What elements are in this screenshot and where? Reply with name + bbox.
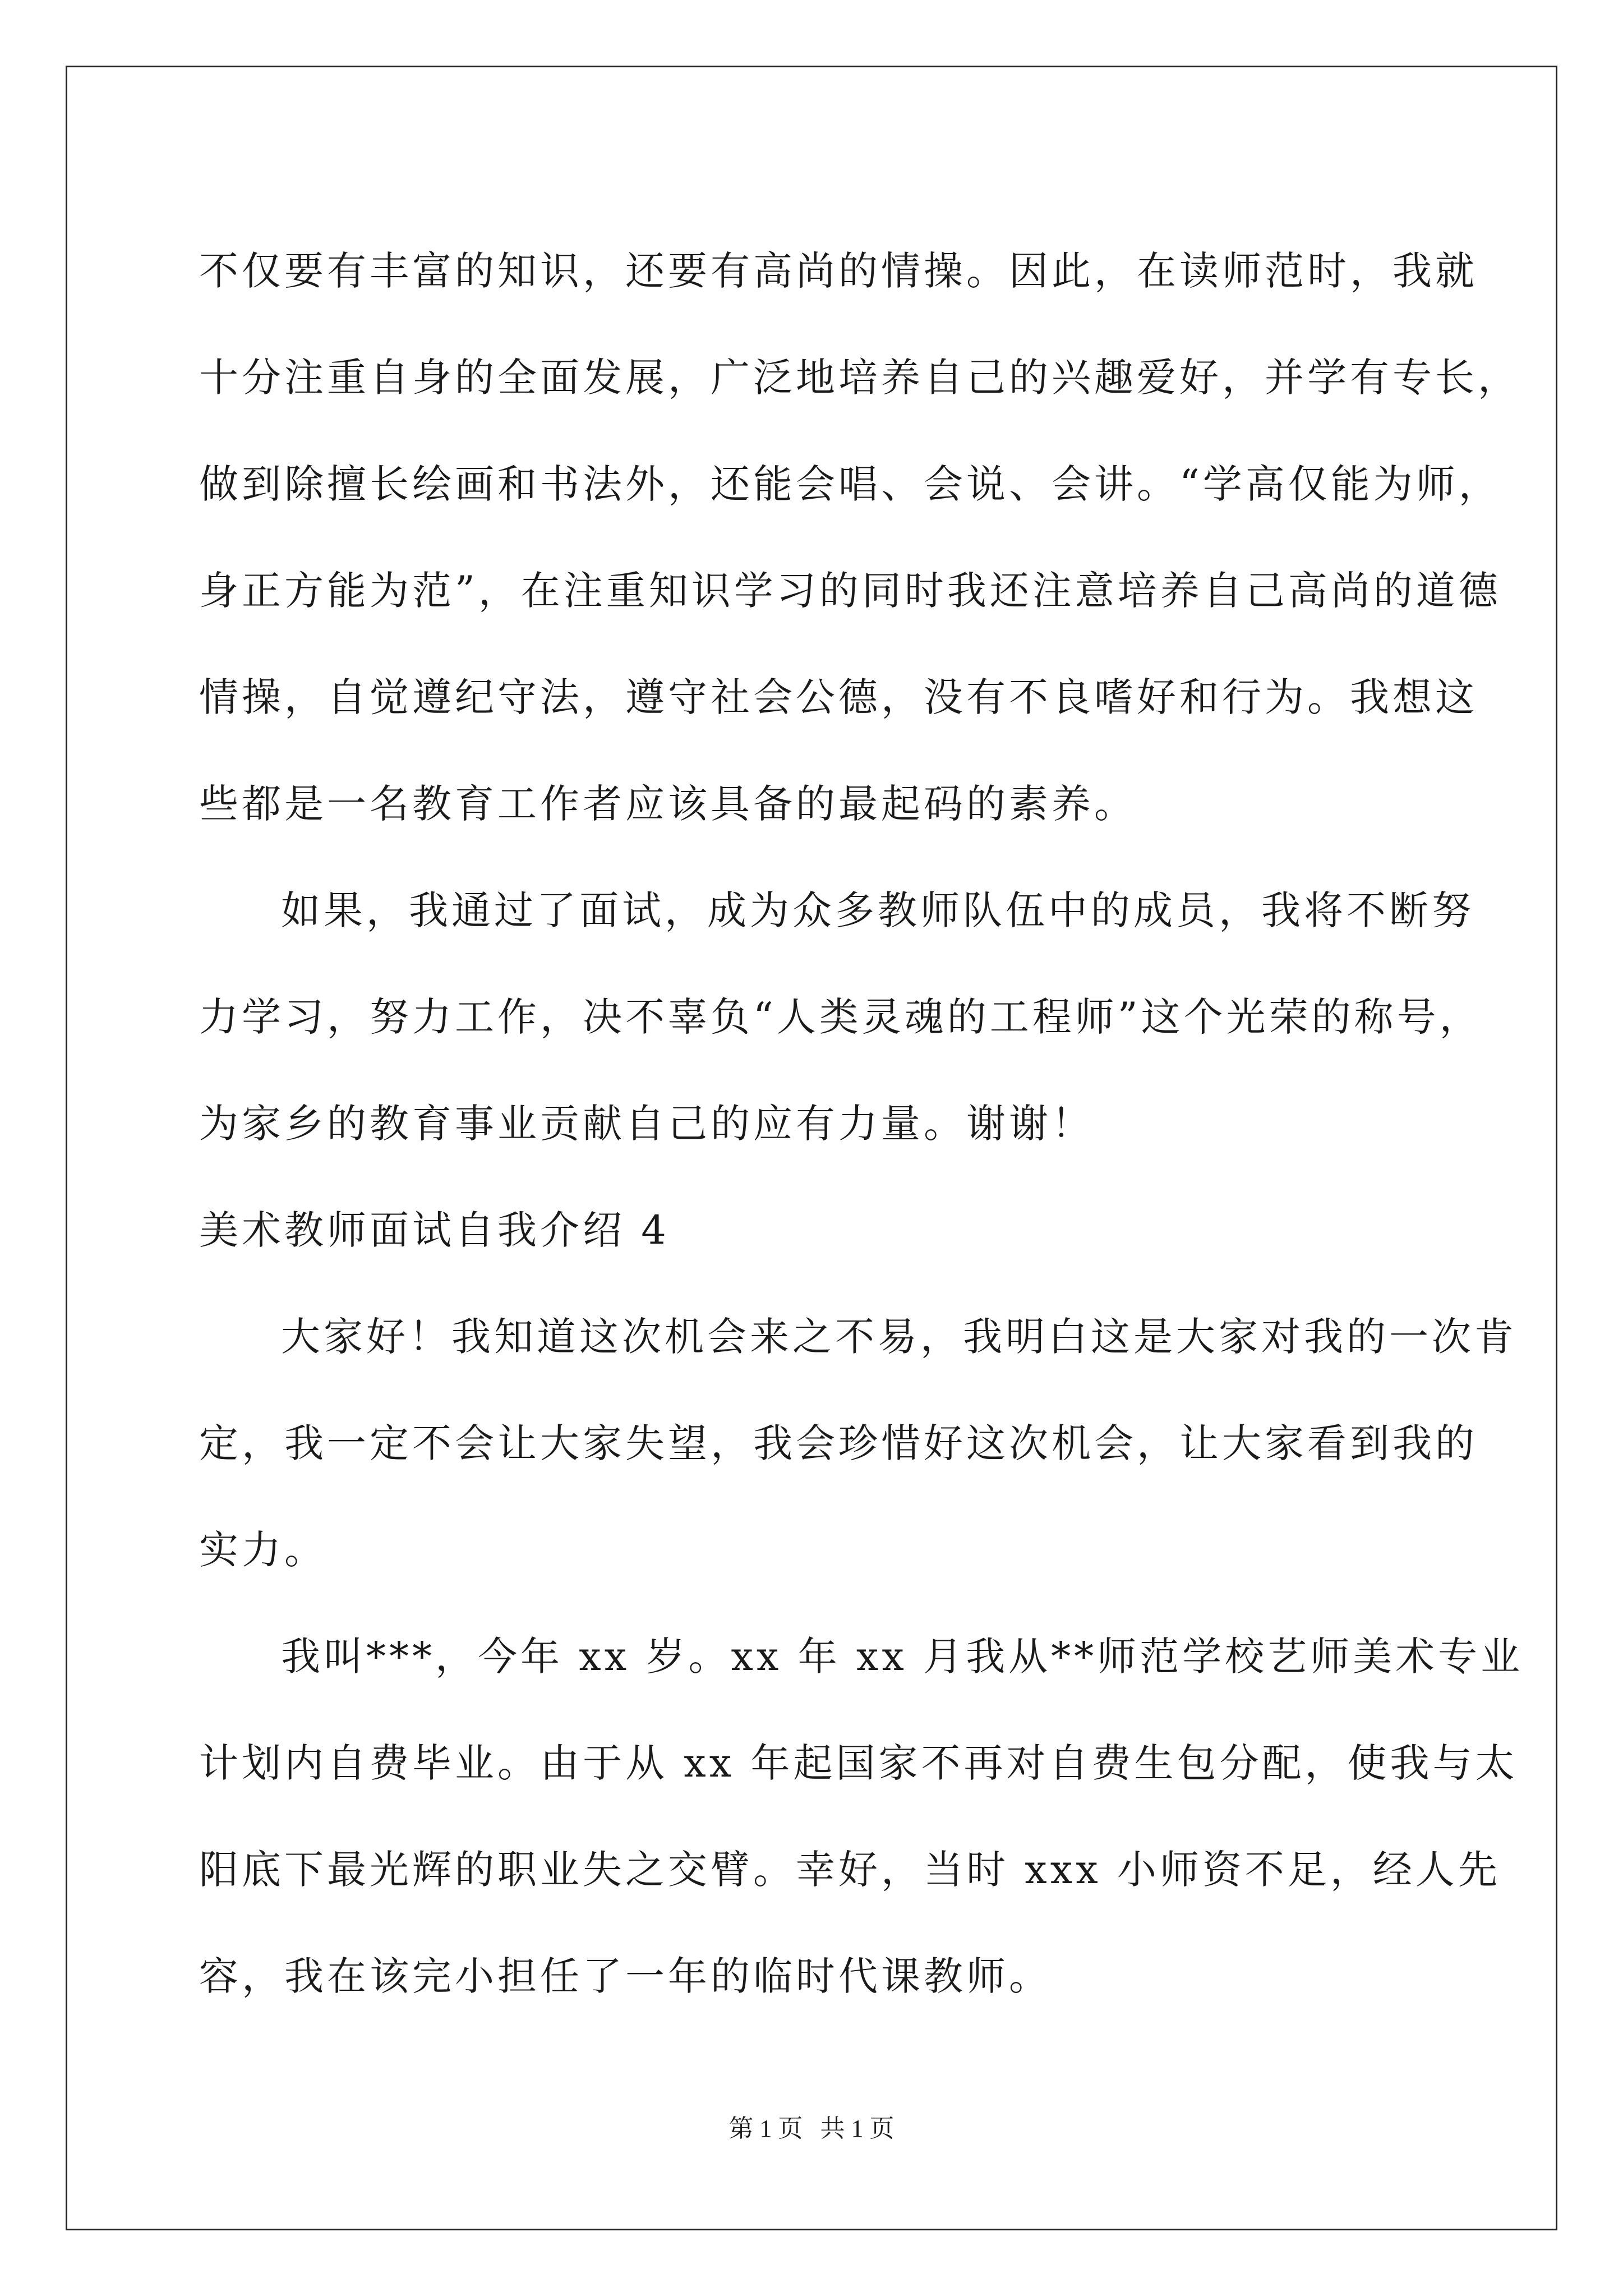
text-line: 大家好！我知道这次机会来之不易，我明白这是大家对我的一次肯 — [281, 1314, 1517, 1360]
text-line: 身正方能为范”，在注重知识学习的同时我还注意培养自己高尚的道德 — [199, 568, 1501, 614]
paragraph-2 — [199, 857, 1482, 1177]
page-number: 第 1 页 — [728, 2115, 803, 2142]
text-line: 为家乡的教育事业贡献自己的应有力量。谢谢！ — [199, 1101, 1094, 1147]
page-footer — [0, 2112, 1623, 2146]
paragraph-1 — [199, 218, 1520, 857]
text-line: 不仅要有丰富的知识，还要有高尚的情操。因此，在读师范时，我就 — [199, 248, 1478, 294]
text-line: 些都是一名教育工作者应该具备的最起码的素养。 — [199, 781, 1137, 827]
paragraph-3 — [199, 1283, 1517, 1603]
text-line: 如果，我通过了面试，成为众多教师队伍中的成员，我将不断努 — [281, 887, 1474, 933]
text-line: 实力。 — [199, 1527, 327, 1573]
text-line: 阳底下最光辉的职业失之交臂。幸好，当时 xxx 小师资不足，经人先 — [199, 1847, 1501, 1893]
page-count: 共 1 页 — [820, 2115, 895, 2142]
text-line: 做到除擅长绘画和书法外，还能会唱、会说、会讲。“学高仅能为师， — [199, 461, 1501, 507]
text-line: 定，我一定不会让大家失望，我会珍惜好这次机会，让大家看到我的 — [199, 1420, 1478, 1466]
text-line: 情操，自觉遵纪守法，遵守社会公德，没有不良嗜好和行为。我想这 — [199, 674, 1478, 720]
document-body — [199, 218, 1524, 2030]
text-line: 我叫***，今年 xx 岁。xx 年 xx 月我从**师范学校艺师美术专业 — [281, 1634, 1524, 1680]
text-line: 计划内自费毕业。由于从 xx 年起国家不再对自费生包分配，使我与太 — [199, 1740, 1518, 1786]
text-line: 力学习，努力工作，决不辜负“人类灵魂的工程师”这个光荣的称号， — [199, 994, 1482, 1040]
paragraph-4 — [199, 1603, 1524, 2030]
section-heading: 美术教师面试自我介绍 4 — [199, 1207, 670, 1253]
text-line: 十分注重自身的全面发展，广泛地培养自己的兴趣爱好，并学有专长， — [199, 355, 1520, 401]
text-line: 容，我在该完小担任了一年的临时代课教师。 — [199, 1953, 1052, 1999]
